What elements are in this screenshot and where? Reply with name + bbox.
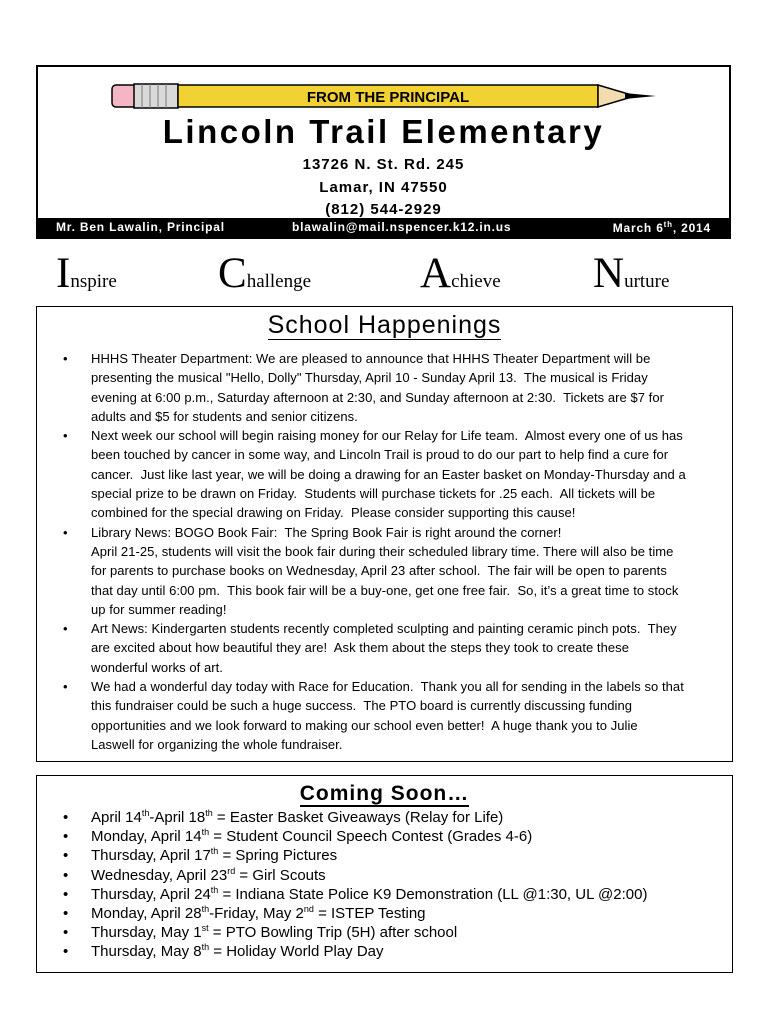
motto-nurture: Nurture [593,250,670,297]
happening-line: up for summer reading! [91,601,227,617]
motto-challenge: Challenge [218,250,312,297]
happening-line: cancer. Just like last year, we will be doing a drawing for an Easter basket on Monday-Thursday and a [91,466,686,482]
motto-achieve: Achieve [420,250,501,297]
event-item: • Monday, April 14th = Student Council Speech Contest (Grades 4-6) [61,827,731,846]
happening-item [61,677,721,754]
happening-line: combined for the special drawing on Friday. Please consider supporting this cause! [91,505,576,521]
happening-item [61,349,721,426]
happening-item [61,619,721,677]
coming-soon-title: Coming Soon… [299,782,470,805]
happening-line: • HHHS Theater Department: We are pleased to announce that HHHS Theater Department will be [91,351,651,366]
school-happenings-section [36,306,733,762]
event-item: • Thursday, May 8th = Holiday World Play Day [61,942,731,961]
happening-line: Laswell for organizing the whole fundraiser. [91,736,343,752]
event-item: • Monday, April 28th-Friday, May 2nd = ISTEP Testing [61,904,731,923]
happening-line: for parents to purchase books on Wednesday, April 23 after school. The fair will be open to parents [91,563,667,579]
happening-line: this fundraiser could be such a huge success. The PTO board is currently discussing funding [91,698,633,714]
happening-line: special prize to be drawn on Friday. Students will purchase tickets for .25 each. All tickets will be [91,486,656,502]
coming-soon-section [36,775,733,973]
happening-line: evening at 6:00 p.m., Saturday afternoon at 2:30, and Sunday afternoon at 2:30. Tickets are $7 for [91,389,664,405]
newsletter-header [36,65,731,239]
principal-name: Mr. Ben Lawalin, Principal [56,220,225,234]
happening-line: April 21-25, students will visit the book fair during their scheduled library time. There will also be time [91,543,674,559]
principal-email[interactable]: blawalin@mail.nspencer.k12.in.us [292,220,512,234]
happening-line: that day until 6:00 pm. This book fair will be a buy-one, get one free fair. So, it’s a great time to stock [91,582,679,598]
newsletter-date: March 6th, 2014 [612,220,711,235]
event-item: • Thursday, May 1st = PTO Bowling Trip (5H) after school [61,923,731,942]
event-item: • Thursday, April 17th = Spring Pictures [61,846,731,865]
address-city: Lamar, IN 47550 [319,179,448,196]
event-item: • Thursday, April 24th = Indiana State Police K9 Demonstration (LL @1:30, UL @2:00) [61,885,731,904]
happening-line: presenting the musical "Hello, Dolly" Thursday, April 10 - Sunday April 13. The musical is Friday [91,370,648,386]
happening-line: • Next week our school will begin raising money for our Relay for Life team. Almost every one of us has [91,428,683,444]
event-item: • April 14th-April 18th = Easter Basket Giveaways (Relay for Life) [61,808,731,827]
pencil-banner-icon [110,79,656,113]
happening-line: • Art News: Kindergarten students recently completed sculpting and painting ceramic pinch pots. They [91,621,677,637]
happening-line: adults and $5 for students and senior citizens. [91,408,358,424]
coming-soon-list [61,808,731,962]
happening-line: wonderful works of art. [91,659,223,675]
address-street: 13726 N. St. Rd. 245 [302,156,465,173]
happening-line: opportunities and we look forward to making our school even better! A huge thank you to Julie [91,717,638,733]
info-bar [38,218,729,237]
happening-line: • We had a wonderful day today with Race for Education. Thank you all for sending in the labels so that [91,679,684,695]
phone-number: (812) 544-2929 [325,201,442,218]
happening-line: are excited about how beautiful they are! Ask them about the steps they took to create these [91,640,629,656]
happenings-title: School Happenings [267,311,502,339]
school-name: Lincoln Trail Elementary [162,113,605,150]
happenings-list [61,349,721,754]
happening-line: • Library News: BOGO Book Fair: The Spring Book Fair is right around the corner! [91,524,562,540]
motto-inspire: Inspire [56,250,117,297]
banner-text: FROM THE PRINCIPAL [306,89,470,106]
happening-line: been touched by cancer in some way, and Lincoln Trail is proud to do our part to help find a cure for [91,447,669,463]
happening-item [61,426,721,522]
event-item: • Wednesday, April 23rd = Girl Scouts [61,866,731,885]
happening-item [61,523,721,619]
